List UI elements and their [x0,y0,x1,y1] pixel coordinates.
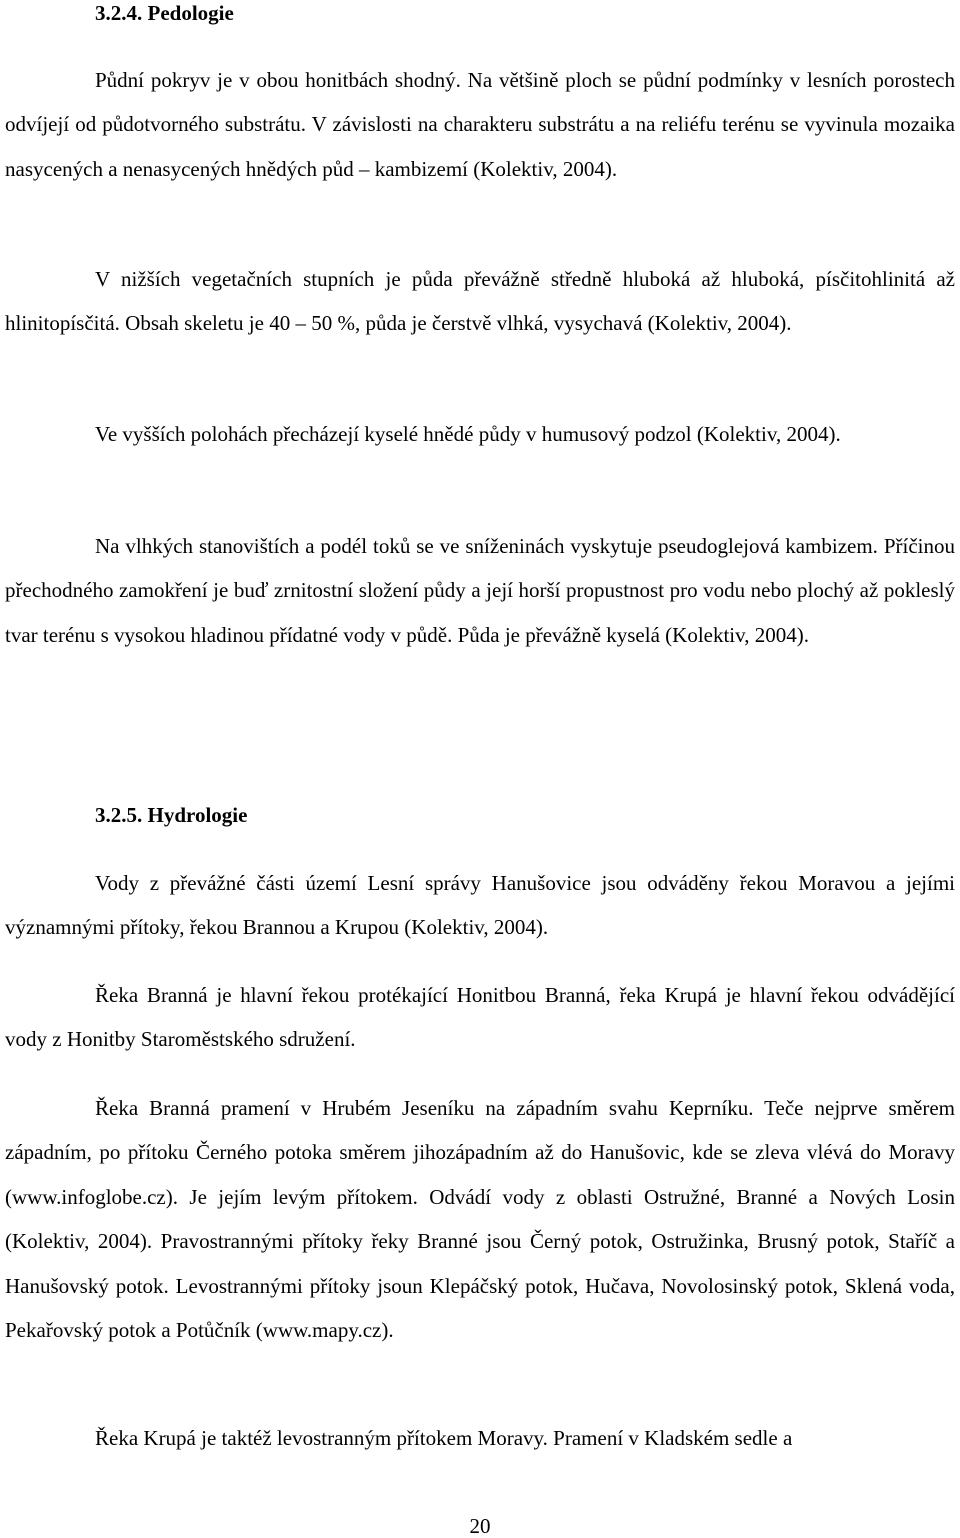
paragraph-pedologie-2: V nižších vegetačních stupních je půda převážně středně hluboká až hluboká, písčitohlinitá až hlinitopísčitá. Obsah skeletu je 40 – 50 %, půda je čerstvě vlhká, vysychavá (Kolektiv, 2004). [5,267,955,336]
section-heading-hydrologie: 3.2.5. Hydrologie [95,803,248,827]
paragraph-hydrologie-4: Řeka Krupá je taktéž levostranným přítokem Moravy. Pramení v Kladském sedle a [95,1426,793,1450]
paragraph-hydrologie-2: Řeka Branná je hlavní řekou protékající Honitbou Branná, řeka Krupá je hlavní řekou odvádějící vody z Honitby Staroměstského sdružení. [5,983,955,1052]
section-heading-pedologie: 3.2.4. Pedologie [95,1,234,25]
paragraph-hydrologie-1: Vody z převážné části území Lesní správy Hanušovice jsou odváděny řekou Moravou a jejími významnými přítoky, řekou Brannou a Krupou (Kolektiv, 2004). [5,871,955,940]
paragraph-hydrologie-3: Řeka Branná pramení v Hrubém Jeseníku na západním svahu Keprníku. Teče nejprve směrem západním, po přítoku Černého potoka směrem jihozápadním až do Hanušovic, kde se zleva vlévá do Moravy (www.infoglobe.cz). Je jejím levým přítokem. Odvádí vody z oblasti Ostružné, Branné a Nových Losin (Kolektiv, 2004). Pravostrannými přítoky řeky Branné jsou Černý potok, Ostružinka, Brusný potok, Staříč a Hanušovský potok. Levostrannými přítoky jsoun Klepáčský potok, Hučava, Novolosinský potok, Sklená voda, Pekařovský potok a Potůčník (www.mapy.cz). [5,1096,955,1343]
paragraph-pedologie-1: Půdní pokryv je v obou honitbách shodný. Na většině ploch se půdní podmínky v lesních porostech odvíjejí od půdotvorného substrátu. V závislosti na charakteru substrátu a na reliéfu terénu se vyvinula mozaika nasycených a nenasycených hnědých půd – kambizemí (Kolektiv, 2004). [5,68,955,181]
paragraph-pedologie-4: Na vlhkých stanovištích a podél toků se ve sníženinách vyskytuje pseudoglejová kambizem. Příčinou přechodného zamokření je buď zrnitostní složení půdy a její horší propustnost pro vodu nebo plochý až pokleslý tvar terénu s vysokou hladinou přídatné vody v půdě. Půda je převážně kyselá (Kolektiv, 2004). [5,534,955,647]
page-number: 20 [469,1514,491,1538]
paragraph-pedologie-3: Ve vyšších polohách přecházejí kyselé hnědé půdy v humusový podzol (Kolektiv, 2004). [95,422,841,446]
